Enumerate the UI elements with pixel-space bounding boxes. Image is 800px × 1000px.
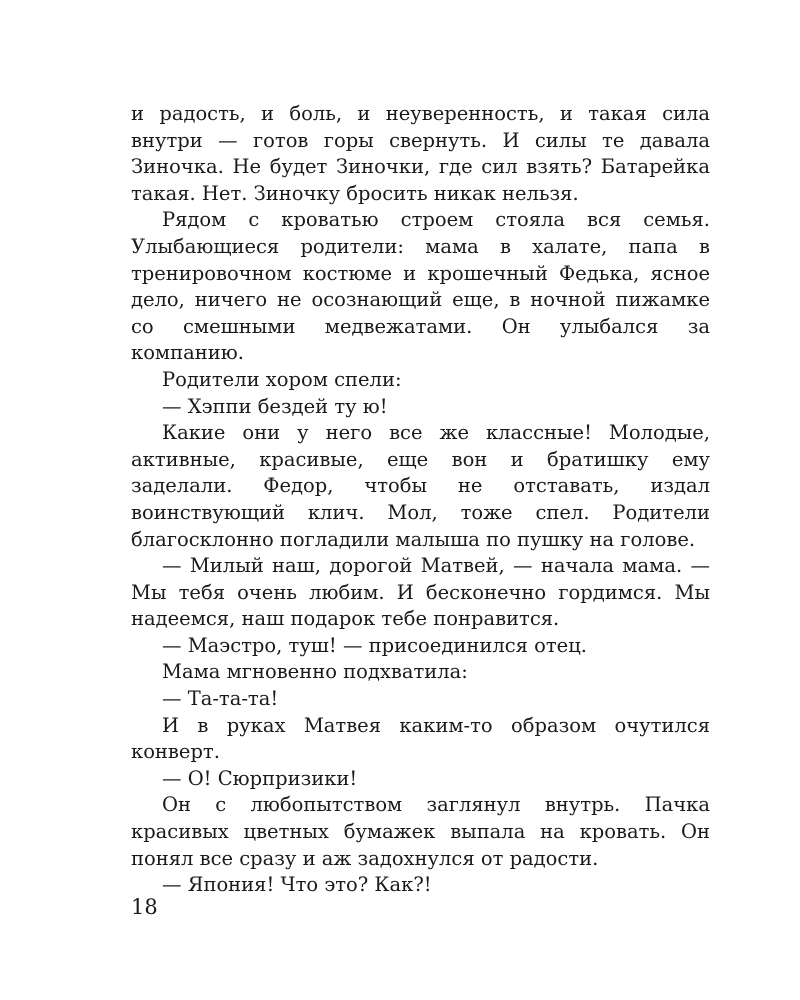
paragraph-2: Рядом с кроватью строем стояла вся семья. Улыбающиеся родители: мама в халате, папа в тренировочном костюме и крошечный Федька, ясное дело, ничего не осознающий еще, в ночной пижамке со смешными медвежатами. Он улыбался за компанию. (131, 208, 710, 365)
paragraph-5: Какие они у него все же классные! Молодые, активные, красивые, еще вон и братишку ему заделали. Федор, чтобы не отставать, издал воинствующий клич. Мол, тоже спел. Родители благосклонно погладили малыша по пушку на голове. (131, 421, 710, 551)
paragraph-6: — Милый наш, дорогой Матвей, — начала мама. — Мы тебя очень любим. И бесконечно гордимся. Мы надеемся, наш подарок тебе понравится. (131, 554, 710, 631)
page-number: 18 (131, 895, 158, 919)
paragraph-4: — Хэппи бездей ту ю! (162, 394, 388, 418)
body-text (131, 101, 710, 899)
paragraph-7: — Маэстро, туш! — присоединился отец. (162, 633, 587, 657)
paragraph-1: и радость, и боль, и неуверенность, и такая сила внутри — готов горы свернуть. И силы те давала Зиночка. Не будет Зиночки, где сил взять? Батарейка такая. Нет. Зиночку бросить никак нельзя. (131, 102, 710, 205)
paragraph-12: Он с любопытством заглянул внутрь. Пачка красивых цветных бумажек выпала на кровать. Он понял все сразу и аж задохнулся от радости. (131, 793, 710, 870)
paragraph-9: — Та-та-та! (162, 687, 279, 711)
paragraph-11: — О! Сюрпризики! (162, 766, 358, 790)
paragraph-3: Родители хором спели: (162, 367, 402, 391)
paragraph-13: — Япония! Что это? Как?! (162, 873, 432, 897)
paragraph-10: И в руках Матвея каким-то образом очутился конверт. (131, 713, 710, 764)
paragraph-8: Мама мгновенно подхватила: (162, 660, 468, 684)
